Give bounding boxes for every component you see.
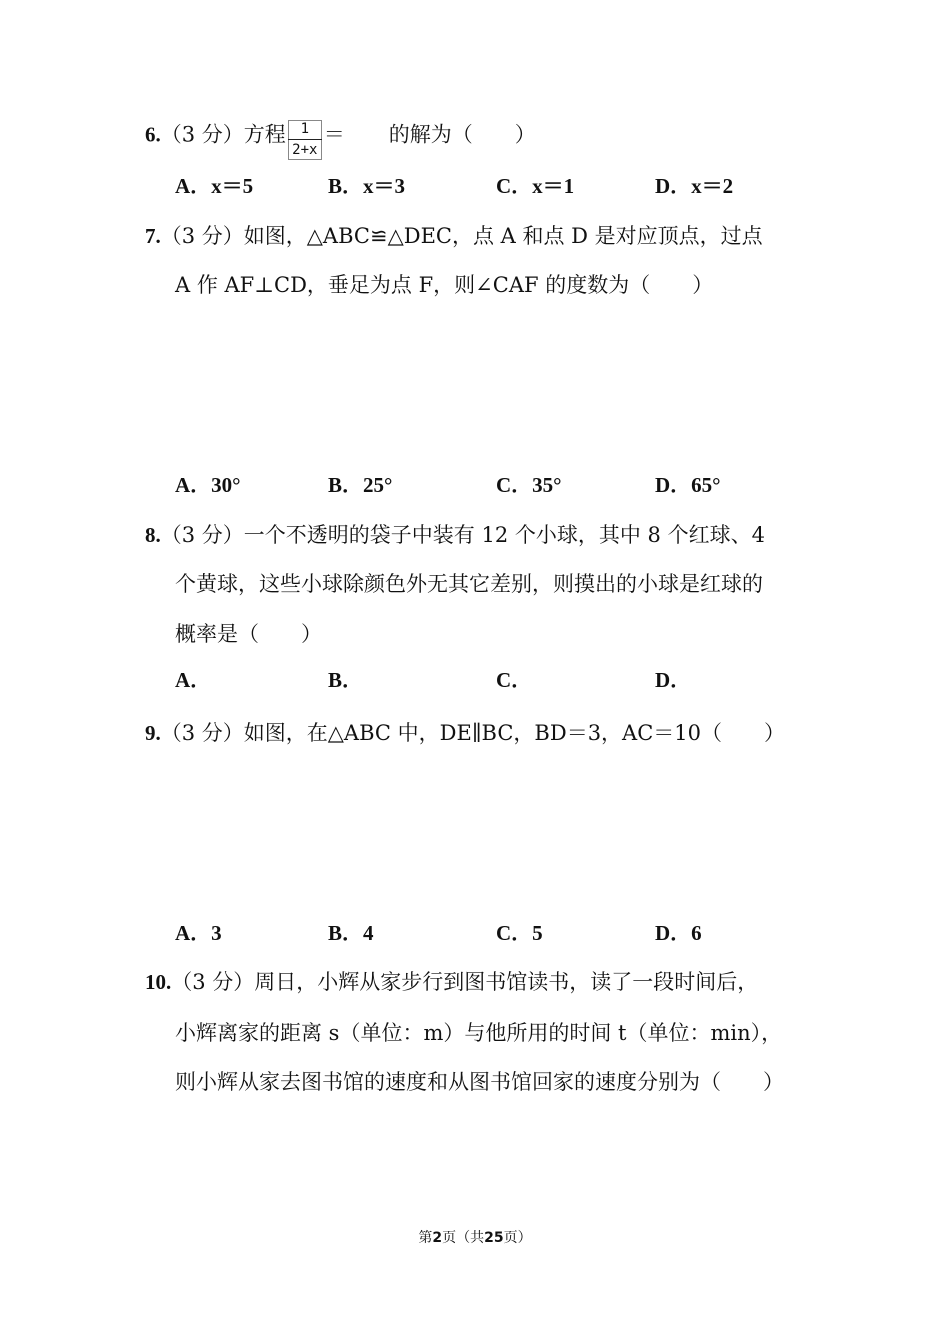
- question-text-line-3: 概率是（ ）: [175, 622, 322, 646]
- question-text-line-3: 则小辉从家去图书馆的速度和从图书馆回家的速度分别为（ ）: [175, 1070, 784, 1094]
- question-text-line-1: （3 分）如图，在△ABC 中，DE∥BC，BD＝3，AC＝10（ ）: [160, 721, 786, 745]
- page-number: 2: [432, 1230, 443, 1246]
- fraction: [288, 120, 322, 160]
- option-a: A．30°: [175, 473, 241, 497]
- question-number: 9: [145, 721, 156, 745]
- question-9: 9.（3 分）如图，在△ABC 中，DE∥BC，BD＝3，AC＝10（ ）: [145, 721, 786, 745]
- option-c: C．35°: [496, 473, 562, 497]
- question-tail: 的解为（ ）: [388, 122, 536, 147]
- question-8: 8.（3 分）一个不透明的袋子中装有 12 个小球，其中 8 个红球、4: [145, 523, 765, 547]
- question-text-line-2: A 作 AF⊥CD，垂足为点 F，则∠CAF 的度数为（ ）: [175, 273, 714, 297]
- option-d: D．: [655, 668, 692, 692]
- question-number: 10: [145, 970, 166, 994]
- option-a: A．x＝5: [175, 174, 254, 198]
- option-a: A．3: [175, 921, 222, 945]
- equals-sign: ＝: [323, 122, 345, 147]
- question-number: 7: [145, 224, 156, 248]
- question-10: 10.（3 分）周日，小辉从家步行到图书馆读书，读了一段时间后，: [145, 970, 759, 994]
- fraction-numerator: 1: [300, 121, 310, 137]
- option-d: D．x＝2: [655, 174, 734, 198]
- question-number: 6: [145, 122, 156, 147]
- question-text-line-1: （3 分）如图，△ABC≌△DEC，点 A 和点 D 是对应顶点，过点: [160, 224, 763, 248]
- option-b: B．4: [328, 921, 374, 945]
- option-c: C．5: [496, 921, 543, 945]
- option-b: B．25°: [328, 473, 393, 497]
- option-d: D．6: [655, 921, 702, 945]
- question-score: （3 分）方程: [160, 122, 286, 147]
- question-text-line-1: （3 分）周日，小辉从家步行到图书馆读书，读了一段时间后，: [171, 970, 759, 994]
- question-number: 8: [145, 523, 156, 547]
- option-c: C．: [496, 668, 533, 692]
- fraction-denominator: 2+x: [292, 142, 318, 158]
- question-text-line-2: 个黄球，这些小球除颜色外无其它差别，则摸出的小球是红球的: [175, 572, 763, 596]
- option-a: A．: [175, 668, 212, 692]
- option-b: B．: [328, 668, 364, 692]
- question-7: 7.（3 分）如图，△ABC≌△DEC，点 A 和点 D 是对应顶点，过点: [145, 224, 763, 248]
- total-pages: 25: [484, 1230, 504, 1246]
- option-b: B．x＝3: [328, 174, 406, 198]
- page-footer: 第2页（共25页）: [418, 1230, 532, 1246]
- question-6: 6.（3 分）方程 $\frac{1}{2+x}$ ＝ 的解为（ ）: [145, 121, 536, 158]
- question-text-line-2: 小辉离家的距离 s（单位：m）与他所用的时间 t（单位：min），: [175, 1021, 783, 1045]
- option-c: C．x＝1: [496, 174, 575, 198]
- option-d: D．65°: [655, 473, 721, 497]
- question-text-line-1: （3 分）一个不透明的袋子中装有 12 个小球，其中 8 个红球、4: [160, 523, 765, 547]
